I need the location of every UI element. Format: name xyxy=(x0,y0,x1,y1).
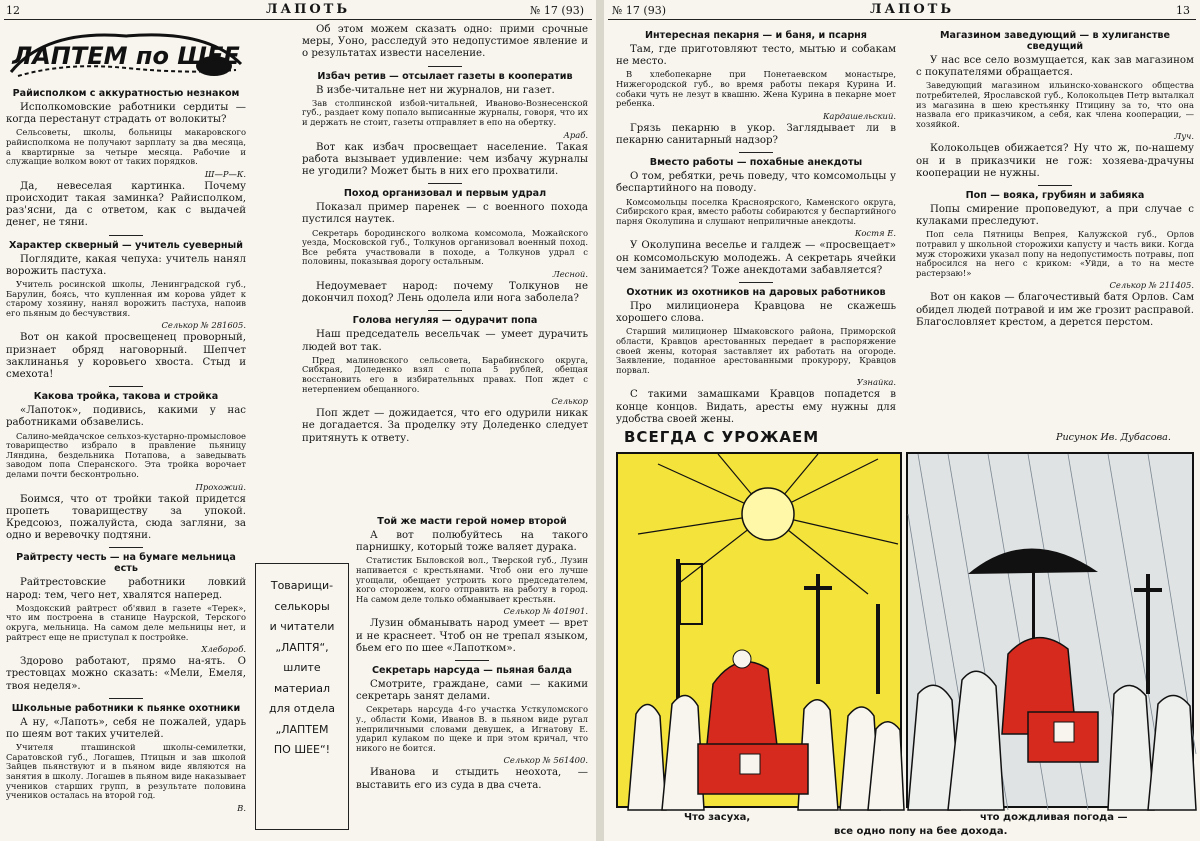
page-gutter xyxy=(596,0,604,841)
article-report: Пред малиновского сельсовета, Барабинского округа, Сибкрая, Доледенко взял с попа 5 рублей, обещая восстановить его в избирательных правах. Поп ждет с нетерпением обещанного. xyxy=(302,354,588,394)
article-signature: Селькор № 281605. xyxy=(161,320,246,331)
readers-appeal-box xyxy=(255,563,349,830)
issue-number: № 17 (93) xyxy=(612,4,666,17)
divider xyxy=(739,152,773,153)
article-comment: Вот он какой просвещенец проворный, признает обряд наговорный. Шепчет заклинанья у коровьего хвоста. Стыд и смехота! xyxy=(6,332,246,380)
article-report: В хлебопекарне при Понетаевском монастыре, Нижегородской губ., во время работы пекаря Курина И. собаки чуть не лезут в квашню. Жена Курина в пекарне моет ребенка. xyxy=(616,69,896,109)
article-heading: Вместо работы — похабные анекдоты xyxy=(649,157,863,169)
article-heading: Какова тройка, такова и стройка xyxy=(33,391,219,403)
cartoon-panel-drought xyxy=(616,452,902,808)
divider xyxy=(428,183,462,184)
article-signature: Луч. xyxy=(1174,131,1194,142)
article-signature: Хлебороб. xyxy=(201,644,246,655)
divider xyxy=(739,282,773,283)
article-comment: Боимся, что от тройки такой придется пропеть товариществу за упокой. Кредсоюз, пожалуйста, сюда загляни, за одно и веревочку подтяни. xyxy=(6,493,246,542)
article-signature: Прохожий. xyxy=(195,481,246,492)
article-comment: Вот как избач просвещает население. Такая работа вызывает удивление: чем избачу журналы не угодили? Может быть в них его прохватили. xyxy=(302,141,588,177)
divider xyxy=(109,235,143,236)
column-2-continued xyxy=(356,512,588,836)
article-signature: Селькор xyxy=(551,396,588,407)
article-lead: Райтрестовские работники ловкий народ: тем, чего нет, хвалятся наперед. xyxy=(6,577,246,601)
article-heading: Райисполком с аккуратностью незнаком xyxy=(12,88,240,99)
divider xyxy=(109,386,143,387)
article-comment: Поп ждет — дожидается, что его одурили никак не догадается. За проделку эту Доледенко следует притянуть к ответу. xyxy=(302,408,588,444)
article-comment: Лузин обманывать народ умеет — врет и не краснеет. Чтоб он не трепал языком, бьем его по шее «Лапотком». xyxy=(356,618,588,654)
rain-procession-illustration xyxy=(908,454,1196,810)
article-comment: Здорово работают, прямо на-ять. О трестовцах можно сказать: «Мели, Емеля, твоя неделя». xyxy=(6,656,246,692)
article-heading: Охотник из охотников на даровых работников xyxy=(626,286,886,298)
article-signature: Селькор № 561400. xyxy=(503,755,588,766)
page-number: 12 xyxy=(6,4,20,17)
article-lead: Поглядите, какая чепуха: учитель нанял ворожить пастуха. xyxy=(6,253,246,277)
article-comment: С такими замашками Кравцов попадется в конце концов. Видать, аресты ему нужны для удобства своей жены. xyxy=(616,389,896,425)
article-comment: Да, невеселая картинка. Почему происходит такая заминка? Райисполком, раз'ясни, да с ответом, как с выдачей денег, не тяни. xyxy=(6,180,246,229)
left-page-header xyxy=(4,2,592,20)
article-report: Секретарь нарсуда 4-го участка Усткуломского у., области Коми, Иванов В. в пьяном виде ругал неприличными словами девушек, а Игнатову Е. ударил кулаком по щеке и при этом кричал, что никого не боится. xyxy=(356,704,588,753)
appeal-line: селькоры xyxy=(274,599,330,613)
article-report: Заведующий магазином ильинско-хованского общества потребителей, Ярославской губ., Колокольцев Петр выталкал из магазина в шею крестьянку Птицину за то, что она назвала его приказчиком, а себя, как члена кооперации, — хозяйкой. xyxy=(916,80,1194,129)
cartoon-credit: Рисунок Ив. Дубасова. xyxy=(1056,432,1171,443)
article-heading: Характер скверный — учитель суеверный xyxy=(9,239,243,251)
svg-text:ЛАПТЕМ по ШЕЕ: ЛАПТЕМ по ШЕЕ xyxy=(12,42,240,70)
article-comment: Недоумевает народ: почему Толкунов не докончил поход? Лень одолела или нога заболела? xyxy=(302,280,588,305)
article-lead: А вот полюбуйтесь на такого парнишку, который тоже валяет дурака. xyxy=(356,530,588,554)
article-lead: В избе-читальне нет ни журналов, ни газет. xyxy=(316,84,555,96)
section-logo xyxy=(6,24,246,84)
masthead: ЛАПОТЬ xyxy=(266,2,351,17)
article-report: Статистик Быловской вол., Тверской губ., Лузин напивается с крестьянами. Чтоб они его лучше угощали, обещает устроить кого председателем, кого сторожем, кого отправить на работу в город. На самом деле только обманывает крестьян. xyxy=(356,555,588,604)
right-page xyxy=(604,0,1200,841)
article-report: Поп села Пятницы Вепрея, Калужской губ., Орлов потравил у школьной сторожихи капусту и часть вики. Когда муж сторожихи указал попу на недопустимость потравы, поп набросился на него с криком: «Уйди, а то на месте растерзаю!» xyxy=(916,229,1194,278)
article-report: Комсомольцы поселка Красноярского, Каменского округа, Сибирского края, вместо работы собираются у беспартийного парня Околупина и слушают неприличные анекдоты. xyxy=(616,196,896,226)
caption-left: Что засуха, xyxy=(684,812,751,823)
article-comment: Иванова и стыдить неохота, — выставить его из суда в два счета. xyxy=(356,767,588,791)
column-3 xyxy=(616,26,896,425)
article-comment: Вот он каков — благочестивый батя Орлов. Сам обидел людей потравой и им же грозит расправой. Благословляет крестом, а дерется перстом. xyxy=(916,292,1194,328)
cartoon-panel-rain xyxy=(906,452,1194,808)
article-heading: Райтресту честь — на бумаге мельница есть xyxy=(16,552,236,575)
caption-bottom: все одно попу на бее дохода. xyxy=(834,826,1008,837)
article-lead: А ну, «Лапоть», себя не пожалей, ударь по шеям вот таких учителей. xyxy=(6,716,246,740)
article-signature: Селькор № 401901. xyxy=(503,606,588,617)
left-page xyxy=(0,0,596,841)
article-comment: У Околупина веселье и галдеж — «просвещает» он комсомольскую молодежь. А секретарь ячейки чем занимается? Тоже анекдотами забавляется? xyxy=(616,240,896,276)
article-signature: Араб. xyxy=(563,129,588,140)
article-report: Учитель росинской школы, Ленинградской губ., Барулин, боясь, что купленная им корова уйдет к старому хозяину, нанял ворожить пастуха, напоив его пьяным до бесчувствия. xyxy=(6,279,246,318)
divider xyxy=(109,698,143,699)
divider xyxy=(455,660,489,661)
caption-right: что дождливая погода — xyxy=(980,812,1128,823)
article-comment: Колокольцев обижается? Ну что ж, по-нашему он и в приказчики не гож: хозяева-драчуны кооперации не нужны. xyxy=(916,143,1194,179)
article-comment: Об этом можем сказать одно: прими срочные меры, Уоно, расследуй это недопустимое явление и о результатах извести население. xyxy=(302,24,588,60)
article-signature: Лесной. xyxy=(552,268,588,279)
article-heading: Школьные работники к пьянке охотники xyxy=(11,702,241,714)
page-number: 13 xyxy=(1176,4,1190,17)
article-signature: Кардашельский. xyxy=(822,110,896,121)
article-heading: Секретарь нарсуда — пьяная балда xyxy=(371,664,573,676)
masthead: ЛАПОТЬ xyxy=(870,2,955,17)
article-heading: Интересная пекарня — и баня, и псарня xyxy=(645,30,867,41)
divider xyxy=(109,547,143,548)
appeal-line: материал xyxy=(273,681,331,695)
right-page-header xyxy=(608,2,1196,20)
article-heading: Поп — вояка, грубиян и забияка xyxy=(965,189,1145,201)
article-heading: Магазином заведующий — в хулиганстве сведущий xyxy=(939,30,1171,52)
article-heading: Поход организовал и первым удрал xyxy=(343,188,547,200)
appeal-line: Товарищи- xyxy=(270,579,334,592)
divider xyxy=(428,66,462,67)
article-heading: Избач ретив — отсылает газеты в кооператив xyxy=(317,70,573,82)
column-1 xyxy=(6,24,246,836)
article-signature: Узнайка. xyxy=(856,377,896,388)
lapot-logo-icon xyxy=(6,24,246,84)
article-lead: «Лапоток», подивись, какими у нас работниками обзавелись. xyxy=(6,405,246,429)
appeal-line: „ЛАПТЯ“, xyxy=(275,640,329,654)
divider xyxy=(428,310,462,311)
article-report: Учителя пташинской школы-семилетки, Саратовской губ., Логашев, Птицын и зав школой Зайцев пьянствуют и в пьяном виде являются на занятия в школу. Логашев в пьяном виде наказывает учеников старших групп, в результате половина учеников осталась на второй год. xyxy=(6,742,246,801)
column-2 xyxy=(302,24,588,559)
cartoon-title: ВСЕГДА С УРОЖАЕМ xyxy=(624,428,820,446)
article-heading: Голова негуляя — одурачит попа xyxy=(352,315,538,327)
appeal-line: и читатели xyxy=(269,620,335,633)
article-lead: Попы смирение проповедуют, а при случае с кулаками преследуют. xyxy=(916,203,1194,228)
article-lead: Про милиционера Кравцова не скажешь хорошего слова. xyxy=(616,300,896,325)
article-lead: У нас все село возмущается, как зав магазином с покупателями обращается. xyxy=(916,55,1194,79)
article-lead: Наш председатель весельчак — умеет дурачить людей вот так. xyxy=(302,329,588,353)
article-lead: Исполкомовские работники сердиты — когда перестанут страдать от волокиты? xyxy=(6,102,246,126)
article-lead: Показал пример паренек — с военного похода пустился наутек. xyxy=(302,202,588,226)
issue-number: № 17 (93) xyxy=(530,4,584,17)
article-report: Старший милиционер Шмаковского района, Приморской области, Кравцов арестованных передает в распоряжение своей жены, которая заставляет их работать на огороде. Заявление, поданное арестованными прокурору, Кравцов порвал. xyxy=(616,326,896,375)
article-lead: О том, ребятки, речь поведу, что комсомольцы у беспартийного на поводу. xyxy=(616,171,896,195)
article-signature: Костя Е. xyxy=(854,228,896,239)
article-report: Сельсоветы, школы, больницы макаровского райисполкома не получают зарплату за два месяца, а квартирные за четыре месяца. Рабочие и служащие волком воют от таких порядков. xyxy=(6,127,246,167)
article-signature: Селькор № 211405. xyxy=(1109,280,1194,291)
article-report: Зав столпинской избой-читальней, Иваново-Вознесенской губ., раздает кому попало выписанные журналы, говоря, что их и держать не стоит, газеты отправляет в епо на обертку. xyxy=(302,97,588,127)
column-4 xyxy=(916,26,1194,414)
article-report: Салино-мейдачское сельхоз-кустарно-промысловое товарищество избрало в правление пьяницу Ляндина, бездельника Потапова, а заведывать заводом попа Сперанского. Эта тройка ворочает делами почти бесконтрольно. xyxy=(6,430,246,479)
divider xyxy=(1038,185,1072,186)
article-heading: Той же масти герой номер второй xyxy=(377,516,567,527)
article-report: Секретарь бородинского волкома комсомола, Можайского уезда, Московской губ., Толкунов организовал военный поход. Все ребята участвовали в походе, а Толкунов удрал с половины, показывая дорогу остальным. xyxy=(302,227,588,267)
appeal-line: „ЛАПТЕМ xyxy=(275,722,329,736)
appeal-line: шлите xyxy=(283,661,321,674)
article-comment: Грязь пекарню в укор. Заглядывает ли в пекарню санитарный надзор? xyxy=(616,122,896,146)
article-report: Моздокский райтрест об'явил в газете «Терек», что им построена в станице Наурской, Терского округа, мельница. На самом деле мельницы нет, и райтрест еще не приступал к постройке. xyxy=(6,602,246,642)
article-lead: Смотрите, граждане, сами — какими секретарь занят делами. xyxy=(356,678,588,703)
article-signature: Ш—Р—К. xyxy=(204,168,246,179)
appeal-line: для отдела xyxy=(268,702,336,715)
article-lead: Там, где приготовляют тесто, мытью и собакам не место. xyxy=(616,44,896,68)
article-signature: В. xyxy=(237,802,246,813)
appeal-line: ПО ШЕЕ“! xyxy=(273,743,331,756)
drought-procession-illustration xyxy=(618,454,904,810)
